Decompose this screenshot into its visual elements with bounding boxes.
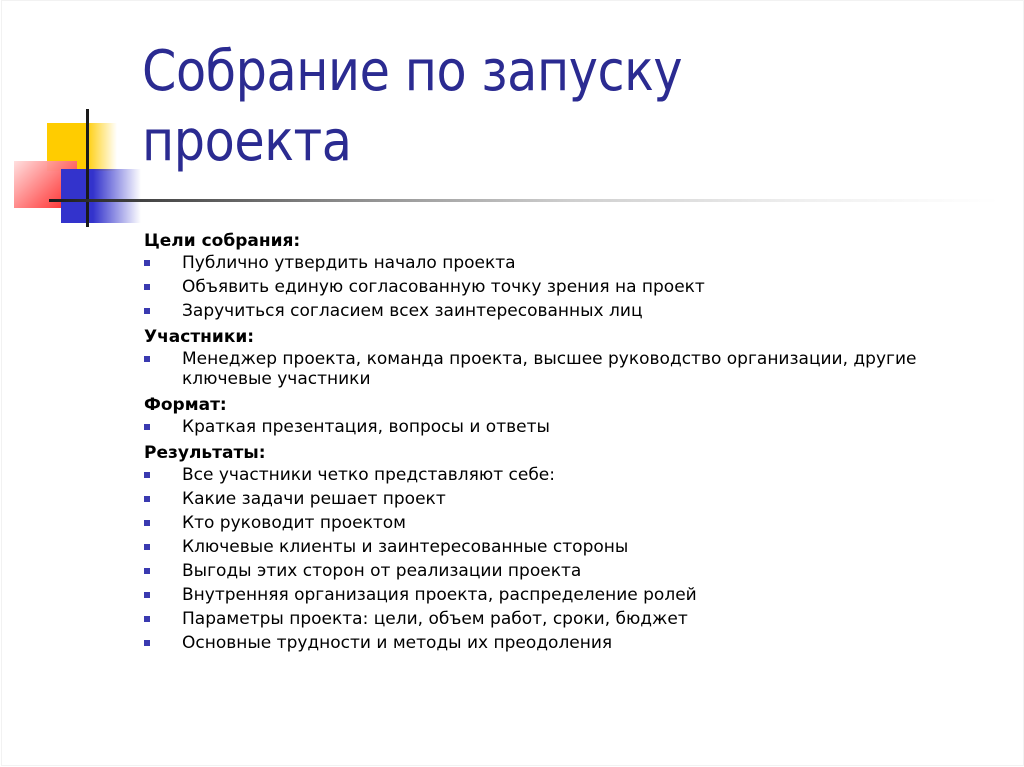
list-item: Краткая презентация, вопросы и ответы — [144, 417, 964, 437]
list-item: Объявить единую согласованную точку зрения на проект — [144, 277, 964, 297]
list-item: Какие задачи решает проект — [144, 489, 964, 509]
square-bullet-icon — [144, 424, 150, 430]
list-item: Основные трудности и методы их преодоления — [144, 633, 964, 653]
square-bullet-icon — [144, 568, 150, 574]
slide-body — [144, 229, 964, 657]
square-bullet-icon — [144, 520, 150, 526]
title-underline-decoration — [49, 199, 999, 202]
slide-title — [142, 37, 864, 177]
slide-title-line-1: Собрание по запуску — [142, 39, 683, 104]
square-bullet-icon — [144, 284, 150, 290]
list-item: Выгоды этих сторон от реализации проекта — [144, 561, 964, 581]
section-heading-participants: Участники: — [144, 327, 255, 347]
list-item: Заручиться согласием всех заинтересованных лиц — [144, 301, 964, 321]
list-item: Менеджер проекта, команда проекта, высшее руководство организации, другие ключевые участники — [144, 349, 964, 389]
section-heading-goals: Цели собрания: — [144, 231, 301, 251]
square-bullet-icon — [144, 260, 150, 266]
square-bullet-icon — [144, 544, 150, 550]
square-bullet-icon — [144, 616, 150, 622]
list-item: Публично утвердить начало проекта — [144, 253, 964, 273]
slide — [1, 0, 1024, 766]
square-bullet-icon — [144, 308, 150, 314]
list-item: Кто руководит проектом — [144, 513, 964, 533]
list-item: Все участники четко представляют себе: — [144, 465, 964, 485]
square-bullet-icon — [144, 496, 150, 502]
section-heading-format: Формат: — [144, 395, 227, 415]
slide-title-line-2: проекта — [142, 109, 352, 174]
square-bullet-icon — [144, 592, 150, 598]
square-bullet-icon — [144, 356, 150, 362]
list-item: Внутренняя организация проекта, распределение ролей — [144, 585, 964, 605]
blue-square-decoration — [61, 169, 141, 223]
section-heading-results: Результаты: — [144, 443, 266, 463]
square-bullet-icon — [144, 640, 150, 646]
list-item: Параметры проекта: цели, объем работ, сроки, бюджет — [144, 609, 964, 629]
vertical-line-decoration — [86, 109, 89, 227]
square-bullet-icon — [144, 472, 150, 478]
list-item: Ключевые клиенты и заинтересованные стороны — [144, 537, 964, 557]
